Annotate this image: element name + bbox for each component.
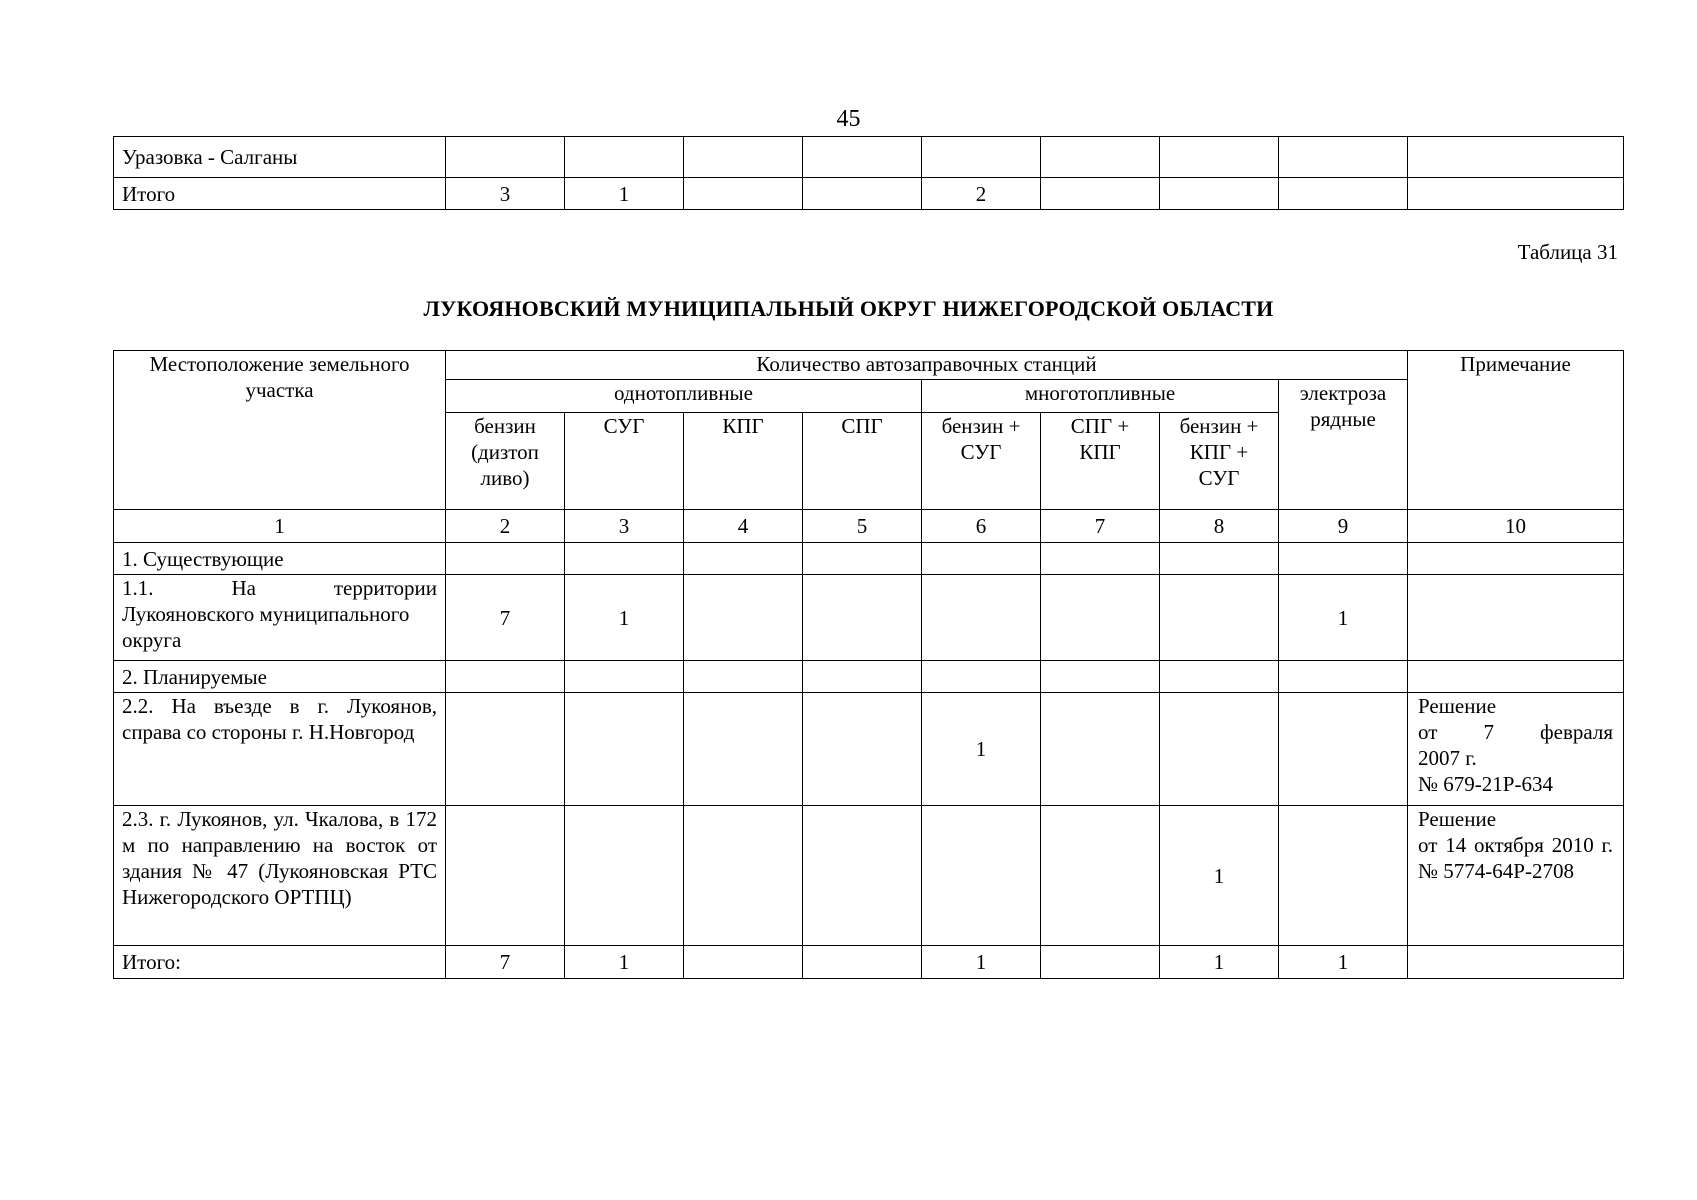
value-cell <box>922 806 1041 946</box>
value-cell <box>1279 137 1408 178</box>
section-planned: 2. Планируемые <box>114 661 446 693</box>
table-row <box>114 178 1624 210</box>
column-number: 3 <box>565 510 684 543</box>
column-number: 5 <box>803 510 922 543</box>
section-row <box>114 661 1624 693</box>
value-cell <box>1279 693 1408 806</box>
value-cell: 3 <box>446 178 565 210</box>
value-cell: 1 <box>565 946 684 979</box>
value-cell <box>1279 178 1408 210</box>
note-line: от 7 февраля <box>1418 720 1614 744</box>
location-line: 1.1. На территории <box>122 576 437 600</box>
value-cell <box>684 806 803 946</box>
value-cell <box>1041 137 1160 178</box>
value-cell <box>1041 806 1160 946</box>
header-col-lpg: СУГ <box>565 413 684 510</box>
value-cell <box>1279 806 1408 946</box>
document-title: ЛУКОЯНОВСКИЙ МУНИЦИПАЛЬНЫЙ ОКРУГ НИЖЕГОРОДСКОЙ ОБЛАСТИ <box>423 296 1274 321</box>
row-label: Итого <box>114 178 446 210</box>
value-cell <box>922 575 1041 661</box>
header-multi-fuel: многотопливные <box>922 380 1279 413</box>
table-row <box>114 575 1624 661</box>
value-cell <box>803 178 922 210</box>
value-cell <box>1160 178 1279 210</box>
value-cell <box>446 806 565 946</box>
value-cell: 2 <box>922 178 1041 210</box>
location-cell: 2.2. На въезде в г. Лукоянов, справа со стороны г. Н.Новгород <box>114 693 446 806</box>
value-cell <box>1160 575 1279 661</box>
header-col-lng: СПГ <box>803 413 922 510</box>
value-cell <box>803 137 922 178</box>
value-cell <box>1160 137 1279 178</box>
note-line: Решение <box>1418 807 1497 831</box>
note-cell <box>1408 575 1624 661</box>
note-line: № 679-21Р-634 <box>1418 772 1553 796</box>
total-label: Итого: <box>114 946 446 979</box>
value-cell: 1 <box>1279 575 1408 661</box>
value-cell <box>446 137 565 178</box>
table-row <box>114 806 1624 946</box>
note-line: 2007 г. <box>1418 746 1477 770</box>
header-ev-charging: электроза рядные <box>1279 380 1408 510</box>
value-cell: 1 <box>922 946 1041 979</box>
value-cell <box>1408 178 1624 210</box>
header-col-lng-cng: СПГ + КПГ <box>1041 413 1160 510</box>
value-cell: 1 <box>1160 946 1279 979</box>
column-number-row <box>114 510 1624 543</box>
value-cell <box>565 693 684 806</box>
table-row <box>114 693 1624 806</box>
value-cell <box>922 137 1041 178</box>
column-number: 8 <box>1160 510 1279 543</box>
note-cell <box>1408 946 1624 979</box>
table-row <box>114 137 1624 178</box>
value-cell <box>803 946 922 979</box>
value-cell <box>684 137 803 178</box>
note-cell <box>1408 693 1624 806</box>
value-cell: 1 <box>565 178 684 210</box>
location-text: Лукояновского муниципального округа <box>122 602 410 652</box>
value-cell: 1 <box>922 693 1041 806</box>
column-number: 2 <box>446 510 565 543</box>
value-cell <box>684 575 803 661</box>
note-text: от 14 октября 2010 г. № 5774-64Р-2708 <box>1418 833 1614 883</box>
location-cell: 2.3. г. Лукоянов, ул. Чкалова, в 172 м по направлению на восток от здания № 47 (Лукояновская РТС Нижегородского ОРТПЦ) <box>114 806 446 946</box>
header-col-cng: КПГ <box>684 413 803 510</box>
value-cell: 1 <box>1160 806 1279 946</box>
value-cell <box>1041 575 1160 661</box>
header-col-petrol-lpg: бензин + СУГ <box>922 413 1041 510</box>
column-number: 6 <box>922 510 1041 543</box>
row-label: Уразовка - Салганы <box>114 137 446 178</box>
value-cell <box>565 806 684 946</box>
value-cell <box>803 575 922 661</box>
column-number: 1 <box>114 510 446 543</box>
header-note: Примечание <box>1408 351 1624 510</box>
header-location: Местоположение земельного участка <box>114 351 446 510</box>
value-cell <box>684 693 803 806</box>
section-existing: 1. Существующие <box>114 543 446 575</box>
header-count: Количество автозаправочных станций <box>446 351 1408 380</box>
value-cell <box>446 693 565 806</box>
value-cell <box>803 693 922 806</box>
table-label: Таблица 31 <box>1517 240 1618 264</box>
value-cell <box>1408 137 1624 178</box>
column-number: 10 <box>1408 510 1624 543</box>
section-row <box>114 543 1624 575</box>
value-cell <box>803 806 922 946</box>
page-number: 45 <box>836 106 861 132</box>
fuel-stations-table <box>113 350 1624 979</box>
value-cell <box>1041 178 1160 210</box>
header-col-petrol: бензин (дизтоп ливо) <box>446 413 565 510</box>
column-number: 4 <box>684 510 803 543</box>
value-cell <box>684 946 803 979</box>
value-cell: 7 <box>446 946 565 979</box>
note-cell <box>1408 806 1624 946</box>
value-cell: 7 <box>446 575 565 661</box>
header-row <box>114 351 1624 380</box>
total-row <box>114 946 1624 979</box>
value-cell: 1 <box>1279 946 1408 979</box>
value-cell <box>1041 946 1160 979</box>
value-cell <box>1041 693 1160 806</box>
note-line: Решение <box>1418 694 1497 718</box>
header-col-petrol-cng-lpg: бензин + КПГ + СУГ <box>1160 413 1279 510</box>
location-cell <box>114 575 446 661</box>
value-cell: 1 <box>565 575 684 661</box>
value-cell <box>1160 693 1279 806</box>
value-cell <box>684 178 803 210</box>
header-single-fuel: однотопливные <box>446 380 922 413</box>
column-number: 9 <box>1279 510 1408 543</box>
column-number: 7 <box>1041 510 1160 543</box>
value-cell <box>565 137 684 178</box>
continuation-table <box>113 136 1624 210</box>
